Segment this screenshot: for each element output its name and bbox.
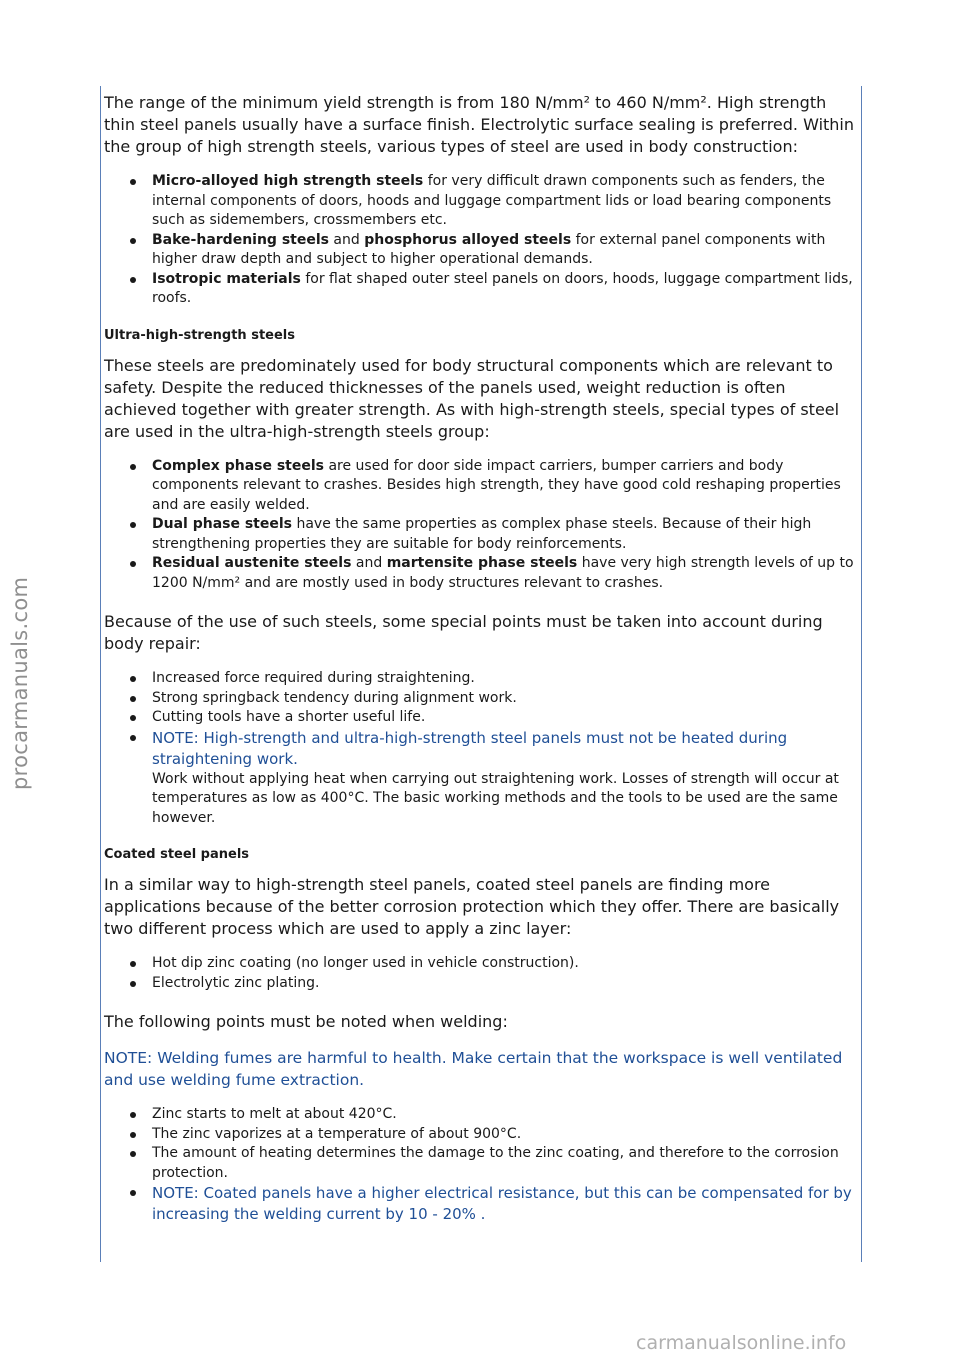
list-item-text: have the same properties as complex phase steels. Because of their high strengthening properties they are suitable for body reinforcements.: [152, 516, 812, 552]
list-item-text: have very high strength levels of up to 1200 N/mm² and are mostly used in body structures relevant to crashes.: [152, 555, 854, 591]
welding-note: NOTE: Welding fumes are harmful to health. Make certain that the workspace is well ventilated and use welding fume extraction.: [104, 1049, 843, 1089]
list-item-text: for external panel components with higher draw depth and subject to higher operational demands.: [152, 231, 826, 267]
list-item: Hot dip zinc coating (no longer used in vehicle construction).: [128, 954, 854, 974]
watermark-text: procarmanuals.com: [8, 576, 32, 790]
list-item: Electrolytic zinc plating.: [128, 974, 854, 994]
term: Residual austenite steels: [152, 555, 352, 571]
list-item: [128, 231, 854, 270]
list-item-text: for flat shaped outer steel panels on doors, hoods, luggage compartment lids, roofs.: [152, 270, 853, 306]
welding-paragraph: The following points must be noted when welding:: [104, 1012, 508, 1031]
section-heading-ultra-high-strength: Ultra-high-strength steels: [104, 327, 295, 343]
list-item: Cutting tools have a shorter useful life.: [128, 708, 854, 728]
coated-list: [104, 954, 854, 993]
footer-watermark: carmanualsonline.info: [636, 1332, 847, 1354]
term: Dual phase steels: [152, 516, 292, 532]
list-item-note: [128, 1183, 854, 1225]
ultra-high-strength-list: [104, 457, 854, 594]
note-text: NOTE: Coated panels have a higher electrical resistance, but this can be compensated for by increasing the welding current by 10 - 20% .: [152, 1184, 852, 1223]
note-detail: Work without applying heat when carrying out straightening work. Losses of strength will occur at temperatures as low as 400°C. The basic working methods and the tools to be used are the same however.: [152, 770, 839, 826]
list-item: Strong springback tendency during alignment work.: [128, 689, 854, 709]
list-item: [128, 172, 854, 231]
list-item: Increased force required during straightening.: [128, 669, 854, 689]
list-item-text: for very difficult drawn components such as fenders, the internal components of doors, hoods and luggage compartment lids or load bearing components such as sidemembers, crossmembers etc.: [152, 173, 832, 228]
list-item: The amount of heating determines the damage to the zinc coating, and therefore to the corrosion protection.: [128, 1144, 854, 1183]
repair-list: [104, 669, 854, 828]
side-watermark: [8, 540, 38, 790]
term: Micro-alloyed high strength steels: [152, 173, 424, 189]
welding-list: [104, 1105, 854, 1225]
list-item-text: are used for door side impact carriers, bumper carriers and body components relevant to crashes. Besides high strength, they have good cold reshaping properties and are easily welded.: [152, 457, 841, 513]
term: Complex phase steels: [152, 457, 324, 474]
note-text: NOTE: High-strength and ultra-high-strength steel panels must not be heated during straightening work.: [152, 728, 788, 768]
section-heading-coated: Coated steel panels: [104, 847, 250, 862]
high-strength-list: [104, 172, 854, 309]
term: martensite phase steels: [386, 555, 578, 571]
list-item: [128, 515, 854, 554]
list-item-text: and: [328, 231, 365, 248]
document-content: [104, 92, 854, 1243]
coated-paragraph: In a similar way to high-strength steel panels, coated steel panels are finding more applications because of the better corrosion protection which they offer. There are basically two different process which are used to apply a zinc layer:: [104, 875, 840, 938]
uhs-paragraph: These steels are predominately used for body structural components which are relevant to safety. Despite the reduced thicknesses of the panels used, weight reduction is often achieved together with greater strength. As with high-strength steels, special types of steel are used in the ultra-high-strength steels group:: [104, 355, 840, 441]
repair-paragraph: Because of the use of such steels, some special points must be taken into account during body repair:: [104, 612, 823, 653]
term: phosphorus alloyed steels: [364, 231, 572, 248]
list-item: [128, 554, 854, 593]
intro-paragraph: The range of the minimum yield strength is from 180 N/mm² to 460 N/mm². High strength thin steel panels usually have a surface finish. Electrolytic surface sealing is preferred. Within the group of high strength steels, various types of steel are used in body construction:: [104, 93, 855, 156]
list-item: [128, 270, 854, 309]
list-item-note: [128, 728, 854, 829]
list-item: Zinc starts to melt at about 420°C.: [128, 1105, 854, 1125]
term: Bake-hardening steels: [152, 231, 329, 248]
term: Isotropic materials: [152, 270, 301, 287]
list-item: [128, 457, 854, 516]
list-item-text: and: [351, 555, 387, 571]
list-item: The zinc vaporizes at a temperature of about 900°C.: [128, 1125, 854, 1145]
